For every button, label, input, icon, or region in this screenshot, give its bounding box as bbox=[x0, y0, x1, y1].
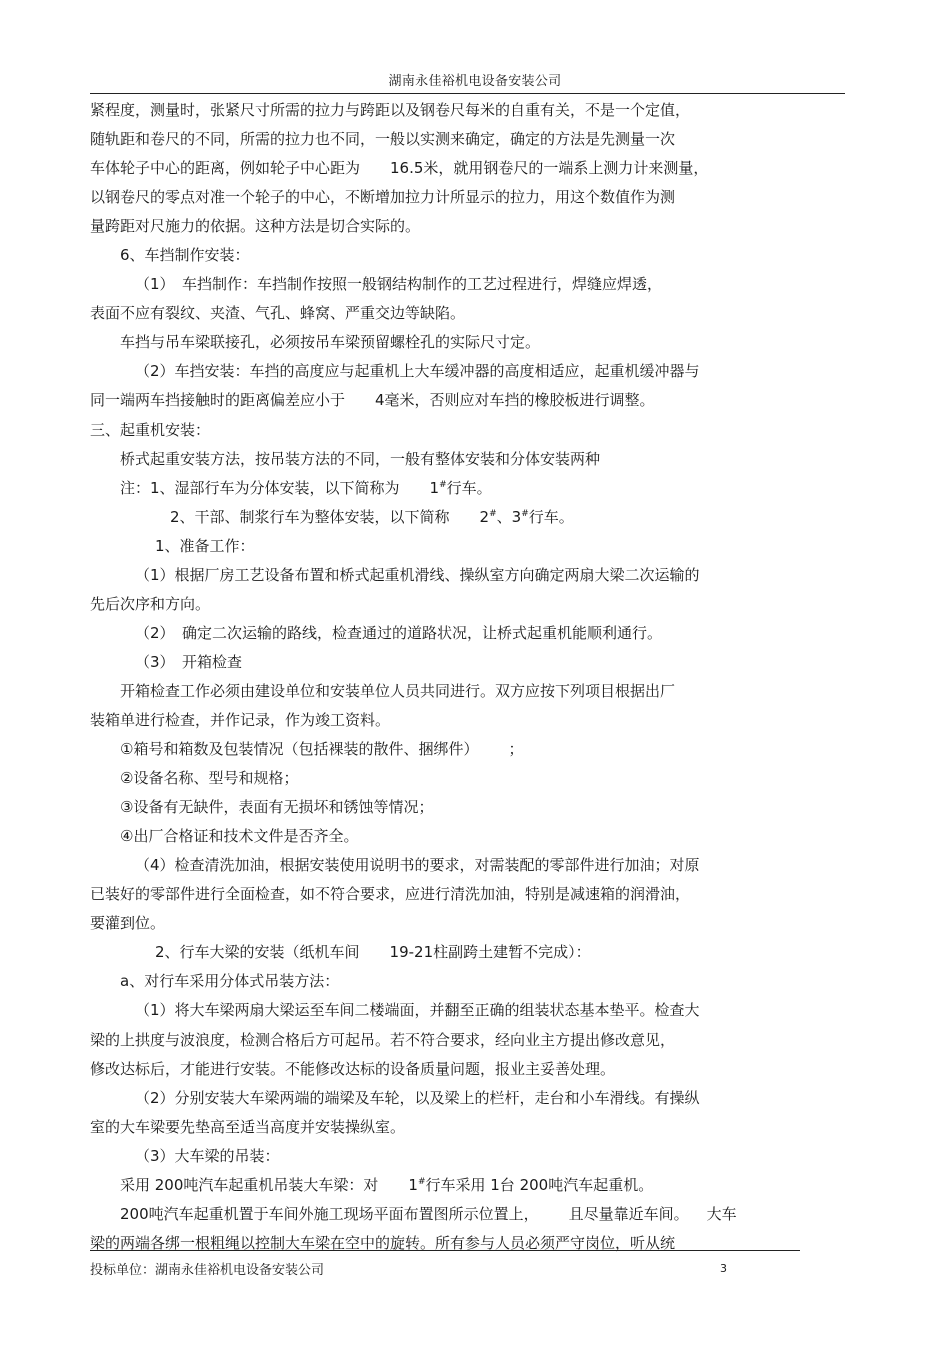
list-item: ④出厂合格证和技术文件是否齐全。 bbox=[120, 827, 359, 846]
footer-divider bbox=[90, 1250, 800, 1251]
text-segment: 1 bbox=[408, 1175, 418, 1194]
text-line: 量跨距对尺施力的依据。这种方法是切合实际的。 bbox=[90, 217, 421, 236]
text-line: 梁的上拱度与波浪度，检测合格后方可起吊。若不符合要求，经向业主方提出修改意见， bbox=[90, 1030, 676, 1049]
text-line: （1）将大车梁两扇大梁运至车间二楼端面，并翻至正确的组装状态基本垫平。检查大 bbox=[135, 1001, 700, 1020]
text-segment: 200吨汽车起重机置于车间外施工现场平面布置图所示位置上， bbox=[120, 1204, 539, 1223]
text-line: 以钢卷尺的零点对准一个轮子的中心，不断增加拉力计所显示的拉力，用这个数值作为测 bbox=[90, 188, 676, 207]
text-segment: 2、行车大梁的安装（纸机车间 bbox=[155, 943, 360, 962]
text-line: （4）检查清洗加油，根据安装使用说明书的要求，对需装配的零部件进行加油；对原 bbox=[135, 856, 700, 875]
section-heading: 6、车挡制作安装： bbox=[120, 246, 250, 265]
text-segment: ； bbox=[508, 740, 524, 759]
header-divider bbox=[90, 93, 845, 94]
text-line: （3）大车梁的吊装： bbox=[135, 1146, 280, 1165]
text-sup: # bbox=[439, 479, 447, 490]
page-header: 湖南永佳裕机电设备安装公司 bbox=[388, 74, 562, 89]
text-line bbox=[90, 1171, 850, 1200]
text-line: 修改达标后，才能进行安装。不能修改达标的设备质量问题，报业主妥善处理。 bbox=[90, 1059, 616, 1078]
text-segment: 行车。 bbox=[446, 478, 492, 497]
text-line: 开箱检查工作必须由建设单位和安装单位人员共同进行。双方应按下列项目根据出厂 bbox=[120, 681, 676, 700]
text-segment: 大车 bbox=[706, 1204, 737, 1223]
list-item: ③设备有无缺件，表面有无损坏和锈蚀等情况； bbox=[120, 798, 434, 817]
text-sup: # bbox=[417, 1176, 426, 1187]
text-segment: ①箱号和箱数及包装情况（包括裸装的散件、捆绑件） bbox=[120, 740, 479, 759]
text-segment: 采用 200吨汽车起重机吊装大车梁：对 bbox=[120, 1175, 379, 1194]
text-line: （2） 确定二次运输的路线，检查通过的道路状况，让桥式起重机能顺利通行。 bbox=[135, 623, 663, 642]
text-line: 装箱单进行检查，并作记录，作为竣工资料。 bbox=[90, 710, 391, 729]
section-heading bbox=[90, 938, 850, 967]
text-segment: 19-21柱副跨土建暂不完成）： bbox=[389, 943, 591, 962]
list-item bbox=[90, 735, 850, 764]
text-segment: 同一端两车挡接触时的距离偏差应小于 bbox=[90, 391, 346, 410]
section-heading: 1、准备工作： bbox=[155, 536, 255, 555]
text-segment: 2、干部、制浆行车为整体安装，以下简称 bbox=[170, 507, 450, 526]
section-heading: 三、起重机安装： bbox=[90, 420, 211, 439]
text-segment: 车体轮子中心的距离，例如轮子中心距为 bbox=[90, 159, 361, 178]
text-line: （2）车挡安装：车挡的高度应与起重机上大车缓冲器的高度相适应，起重机缓冲器与 bbox=[135, 362, 700, 381]
text-line: 表面不应有裂纹、夹渣、气孔、蜂窝、严重交边等缺陷。 bbox=[90, 304, 466, 323]
document-body bbox=[90, 96, 850, 1258]
text-segment: 、3 bbox=[496, 507, 522, 526]
text-segment: 4毫米，否则应对车挡的橡胶板进行调整。 bbox=[375, 391, 655, 410]
text-line: （2）分别安装大车梁两端的端梁及车轮，以及梁上的栏杆，走台和小车滑线。有操纵 bbox=[135, 1088, 700, 1107]
text-line: 室的大车梁要先垫高至适当高度并安装操纵室。 bbox=[90, 1117, 406, 1136]
text-sup: # bbox=[521, 508, 529, 519]
text-line: 梁的两端各绑一根粗绳以控制大车梁在空中的旋转。所有参与人员必须严守岗位，听从统 bbox=[90, 1233, 676, 1252]
text-line: a、对行车采用分体式吊装方法： bbox=[120, 972, 340, 991]
text-line: 桥式起重安装方法，按吊装方法的不同，一般有整体安装和分体安装两种 bbox=[120, 449, 601, 468]
footer-bidder: 投标单位：湖南永佳裕机电设备安装公司 bbox=[90, 1263, 325, 1278]
text-segment: 行车。 bbox=[528, 507, 574, 526]
page-number: 3 bbox=[720, 1262, 727, 1275]
text-line bbox=[90, 1200, 850, 1229]
text-line: 紧程度，测量时，张紧尺寸所需的拉力与跨距以及钢卷尺每米的自重有关，不是一个定值， bbox=[90, 101, 691, 119]
text-line bbox=[90, 474, 850, 503]
text-segment: 2 bbox=[479, 507, 490, 526]
text-segment: 注：1、湿部行车为分体安装，以下简称为 bbox=[120, 478, 400, 497]
text-line: 已装好的零部件进行全面检查，如不符合要求，应进行清洗加油，特别是减速箱的润滑油， bbox=[90, 885, 691, 904]
text-line bbox=[90, 503, 850, 532]
text-line: 车挡与吊车梁联接孔，必须按吊车梁预留螺栓孔的实际尺寸定。 bbox=[120, 333, 541, 352]
text-line: （1）根据厂房工艺设备布置和桥式起重机滑线、操纵室方向确定两扇大梁二次运输的 bbox=[135, 565, 700, 584]
text-segment: 行车采用 1台 200吨汽车起重机。 bbox=[425, 1175, 654, 1194]
text-line: （1） 车挡制作：车挡制作按照一般钢结构制作的工艺过程进行，焊缝应焊透， bbox=[135, 275, 663, 294]
text-line bbox=[90, 154, 850, 183]
text-line: 要灌到位。 bbox=[90, 914, 166, 933]
text-line: 先后次序和方向。 bbox=[90, 594, 211, 613]
text-segment: 16.5米，就用钢卷尺的一端系上测力计来测量， bbox=[390, 159, 709, 178]
text-sup: # bbox=[489, 508, 497, 519]
text-segment: 1 bbox=[429, 478, 440, 497]
list-item: ②设备名称、型号和规格； bbox=[120, 769, 299, 788]
text-segment: 且尽量靠近车间。 bbox=[568, 1204, 689, 1223]
text-line: （3） 开箱检查 bbox=[135, 652, 243, 671]
text-line: 随轨距和卷尺的不同，所需的拉力也不同，一般以实测来确定，确定的方法是先测量一次 bbox=[90, 130, 676, 149]
text-line bbox=[90, 386, 850, 415]
